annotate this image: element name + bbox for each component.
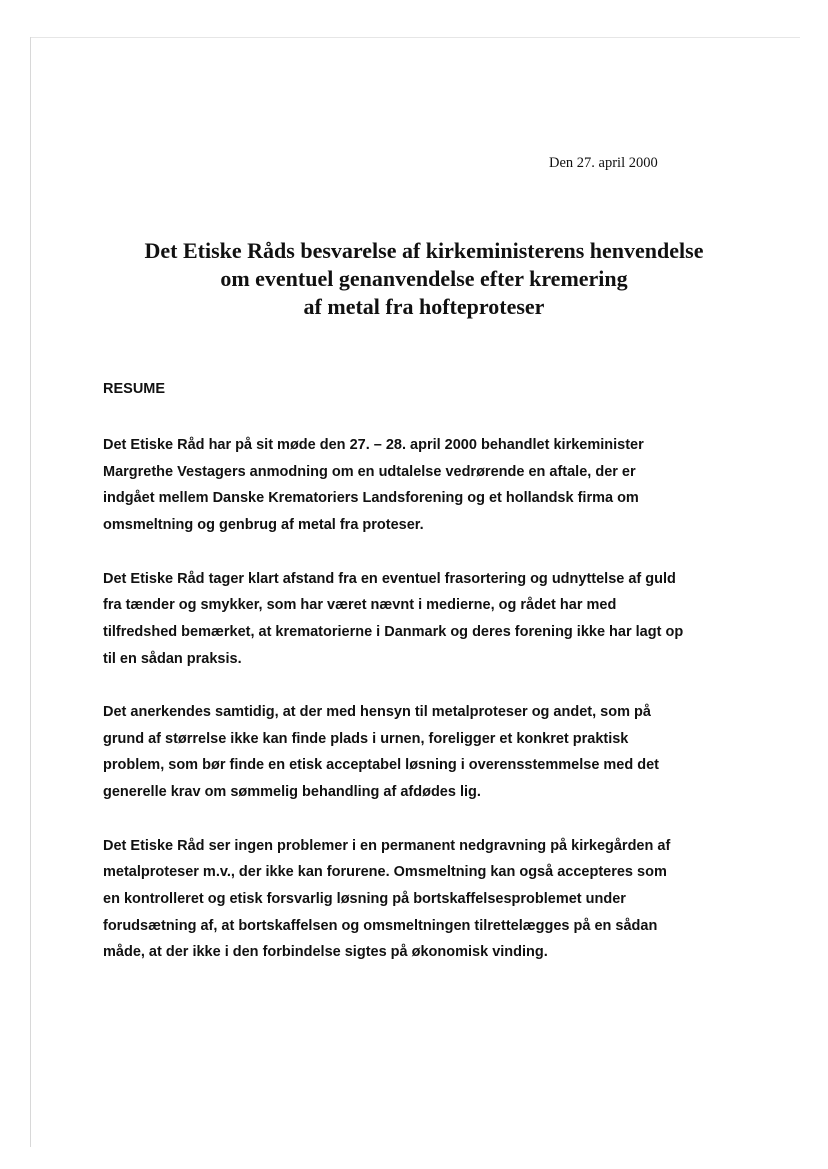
title-line: Det Etiske Råds besvarelse af kirkeministerens henvendelse <box>144 238 704 263</box>
document-title <box>60 237 788 321</box>
text-line: Det Etiske Råd tager klart afstand fra en eventuel frasortering og udnyttelse af guld <box>103 570 676 587</box>
text-line: fra tænder og smykker, som har været nævnt i medierne, og rådet har med <box>103 597 617 614</box>
text-line: en kontrolleret og etisk forsvarlig løsning på bortskaffelsesproblemet under <box>103 890 626 907</box>
text-line: generelle krav om sømmelig behandling af afdødes lig. <box>103 784 481 801</box>
text-line: metalproteser m.v., der ikke kan forurene. Omsmeltning kan også accepteres som <box>103 864 667 881</box>
paragraph-1 <box>103 432 783 539</box>
text-line: Det Etiske Råd har på sit møde den 27. – 28. april 2000 behandlet kirkeminister <box>103 437 644 453</box>
text-line: grund af størrelse ikke kan finde plads i urnen, foreligger et konkret praktisk <box>103 730 629 747</box>
scan-edge-top <box>30 37 800 38</box>
text-line: tilfredshed bemærket, at krematorierne i Danmark og deres forening ikke har lagt op <box>103 623 684 640</box>
scan-edge-left <box>30 37 31 1147</box>
text-line: omsmeltning og genbrug af metal fra proteser. <box>103 517 424 534</box>
text-line: indgået mellem Danske Krematoriers Landsforening og et hollandsk firma om <box>103 490 639 507</box>
section-heading: RESUME <box>103 381 166 397</box>
text-line: Margrethe Vestagers anmodning om en udtalelse vedrørende en aftale, der er <box>103 463 636 480</box>
document-date: Den 27. april 2000 <box>549 155 658 171</box>
text-line: problem, som bør finde en etisk acceptabel løsning i overensstemmelse med det <box>103 757 659 774</box>
text-line: måde, at der ikke i den forbindelse sigtes på økonomisk vinding. <box>103 944 548 961</box>
text-line: forudsætning af, at bortskaffelsen og omsmeltningen tilrettelægges på en sådan <box>103 917 658 934</box>
text-line: Det Etiske Råd ser ingen problemer i en permanent nedgravning på kirkegården af <box>103 837 671 854</box>
document-body <box>103 432 783 993</box>
paragraph-4 <box>103 833 783 967</box>
paragraph-2 <box>103 566 783 673</box>
paragraph-3 <box>103 699 783 806</box>
title-line: af metal fra hofteproteser <box>303 294 545 319</box>
text-line: til en sådan praksis. <box>103 650 242 667</box>
text-line: Det anerkendes samtidig, at der med hensyn til metalproteser og andet, som på <box>103 704 651 720</box>
title-line: om eventuel genanvendelse efter kremering <box>220 266 628 291</box>
